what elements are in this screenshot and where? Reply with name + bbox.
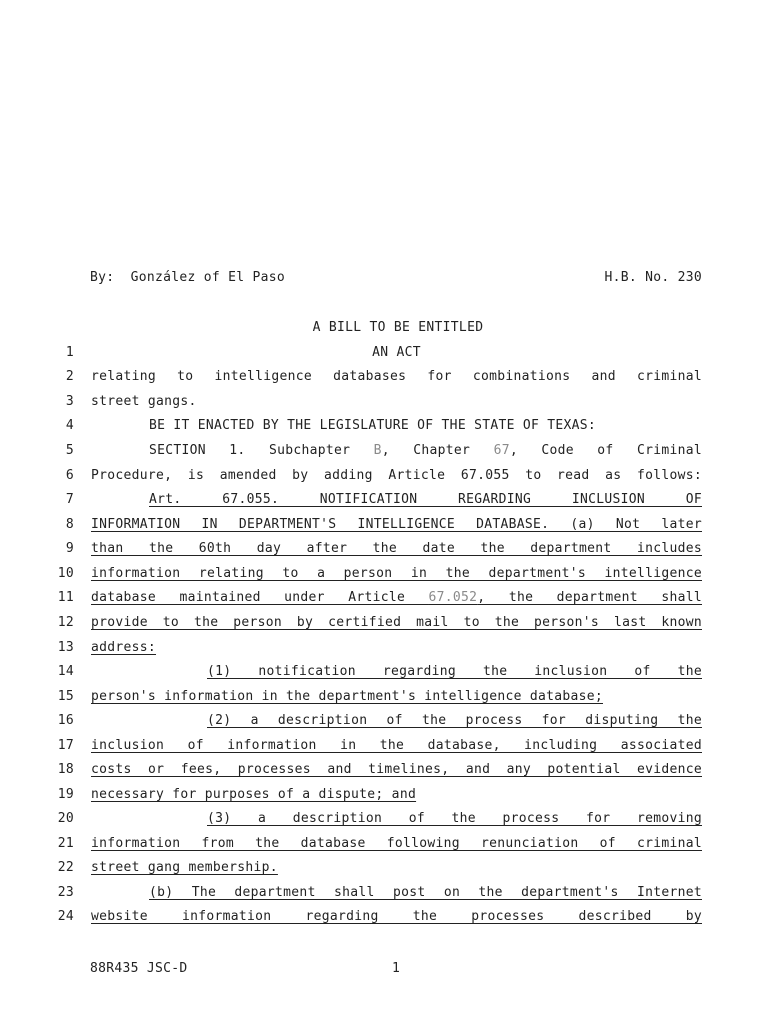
line-number: 12 — [57, 615, 74, 630]
subdivision-line: costs or fees, processes and timelines, and any potential evidence — [91, 762, 702, 777]
article-ref: 67.052 — [428, 590, 478, 605]
act-heading: AN ACT — [372, 345, 421, 360]
article-heading: Art. 67.055. NOTIFICATION REGARDING INCLUSION OF — [149, 492, 702, 507]
article-line: provide to the person by certified mail to the person's last known — [91, 615, 702, 630]
line-number: 17 — [57, 738, 74, 753]
section-line: Procedure, is amended by adding Article 67.055 to read as follows: — [91, 468, 702, 483]
subchapter-ref: B — [373, 443, 382, 458]
chapter-ref: 67 — [493, 443, 510, 458]
line-number: 10 — [57, 566, 74, 581]
section-line: SECTION 1. Subchapter B, Chapter 67, Code of Criminal — [149, 443, 702, 458]
subdivision-line: person's information in the department's intelligence database; — [91, 689, 603, 704]
line-number: 13 — [57, 640, 74, 655]
article-line: INFORMATION IN DEPARTMENT'S INTELLIGENCE DATABASE. (a) Not later — [91, 517, 702, 532]
line-number: 20 — [57, 811, 74, 826]
subdivision-line: inclusion of information in the database, including associated — [91, 738, 702, 753]
article-line: information relating to a person in the department's intelligence — [91, 566, 702, 581]
line-number: 4 — [65, 418, 74, 433]
line-number: 2 — [65, 369, 74, 384]
line-number: 22 — [57, 860, 74, 875]
bill-author: By: González of El Paso — [90, 270, 286, 285]
caption-line: relating to intelligence databases for combinations and criminal — [91, 369, 702, 384]
line-number: 16 — [57, 713, 74, 728]
line-number: 21 — [57, 836, 74, 851]
line-number: 3 — [65, 394, 74, 409]
line-number: 15 — [57, 689, 74, 704]
line-number: 7 — [65, 492, 74, 507]
caption-line: street gangs. — [91, 394, 197, 409]
article-line: than the 60th day after the date the department includes — [91, 541, 702, 556]
enacting-clause: BE IT ENACTED BY THE LEGISLATURE OF THE STATE OF TEXAS: — [149, 418, 596, 433]
article-line: database maintained under Article 67.052, the department shall — [91, 590, 702, 605]
line-number: 18 — [57, 762, 74, 777]
subdivision-line: information from the database following renunciation of criminal — [91, 836, 702, 851]
page-number: 1 — [392, 961, 401, 976]
subdivision-line: (2) a description of the process for disputing the — [207, 713, 702, 728]
line-number: 6 — [65, 468, 74, 483]
line-number: 19 — [57, 787, 74, 802]
document-code: 88R435 JSC-D — [90, 961, 188, 976]
line-number: 9 — [65, 541, 74, 556]
subdivision-line: (3) a description of the process for removing — [207, 811, 702, 826]
subdivision-line: street gang membership. — [91, 860, 278, 875]
subsection-line: website information regarding the processes described by — [91, 909, 702, 924]
subdivision-line: necessary for purposes of a dispute; and — [91, 787, 417, 802]
line-number: 8 — [65, 517, 74, 532]
line-number: 24 — [57, 909, 74, 924]
bill-title: A BILL TO BE ENTITLED — [312, 320, 484, 335]
subdivision-line: (1) notification regarding the inclusion of the — [207, 664, 702, 679]
line-number: 5 — [65, 443, 74, 458]
article-line: address: — [91, 640, 157, 655]
line-number: 11 — [57, 590, 74, 605]
bill-number: H.B. No. 230 — [604, 270, 702, 285]
subsection-line: (b) The department shall post on the department's Internet — [149, 885, 702, 900]
line-number: 23 — [57, 885, 74, 900]
line-number: 14 — [57, 664, 74, 679]
line-number: 1 — [65, 345, 74, 360]
